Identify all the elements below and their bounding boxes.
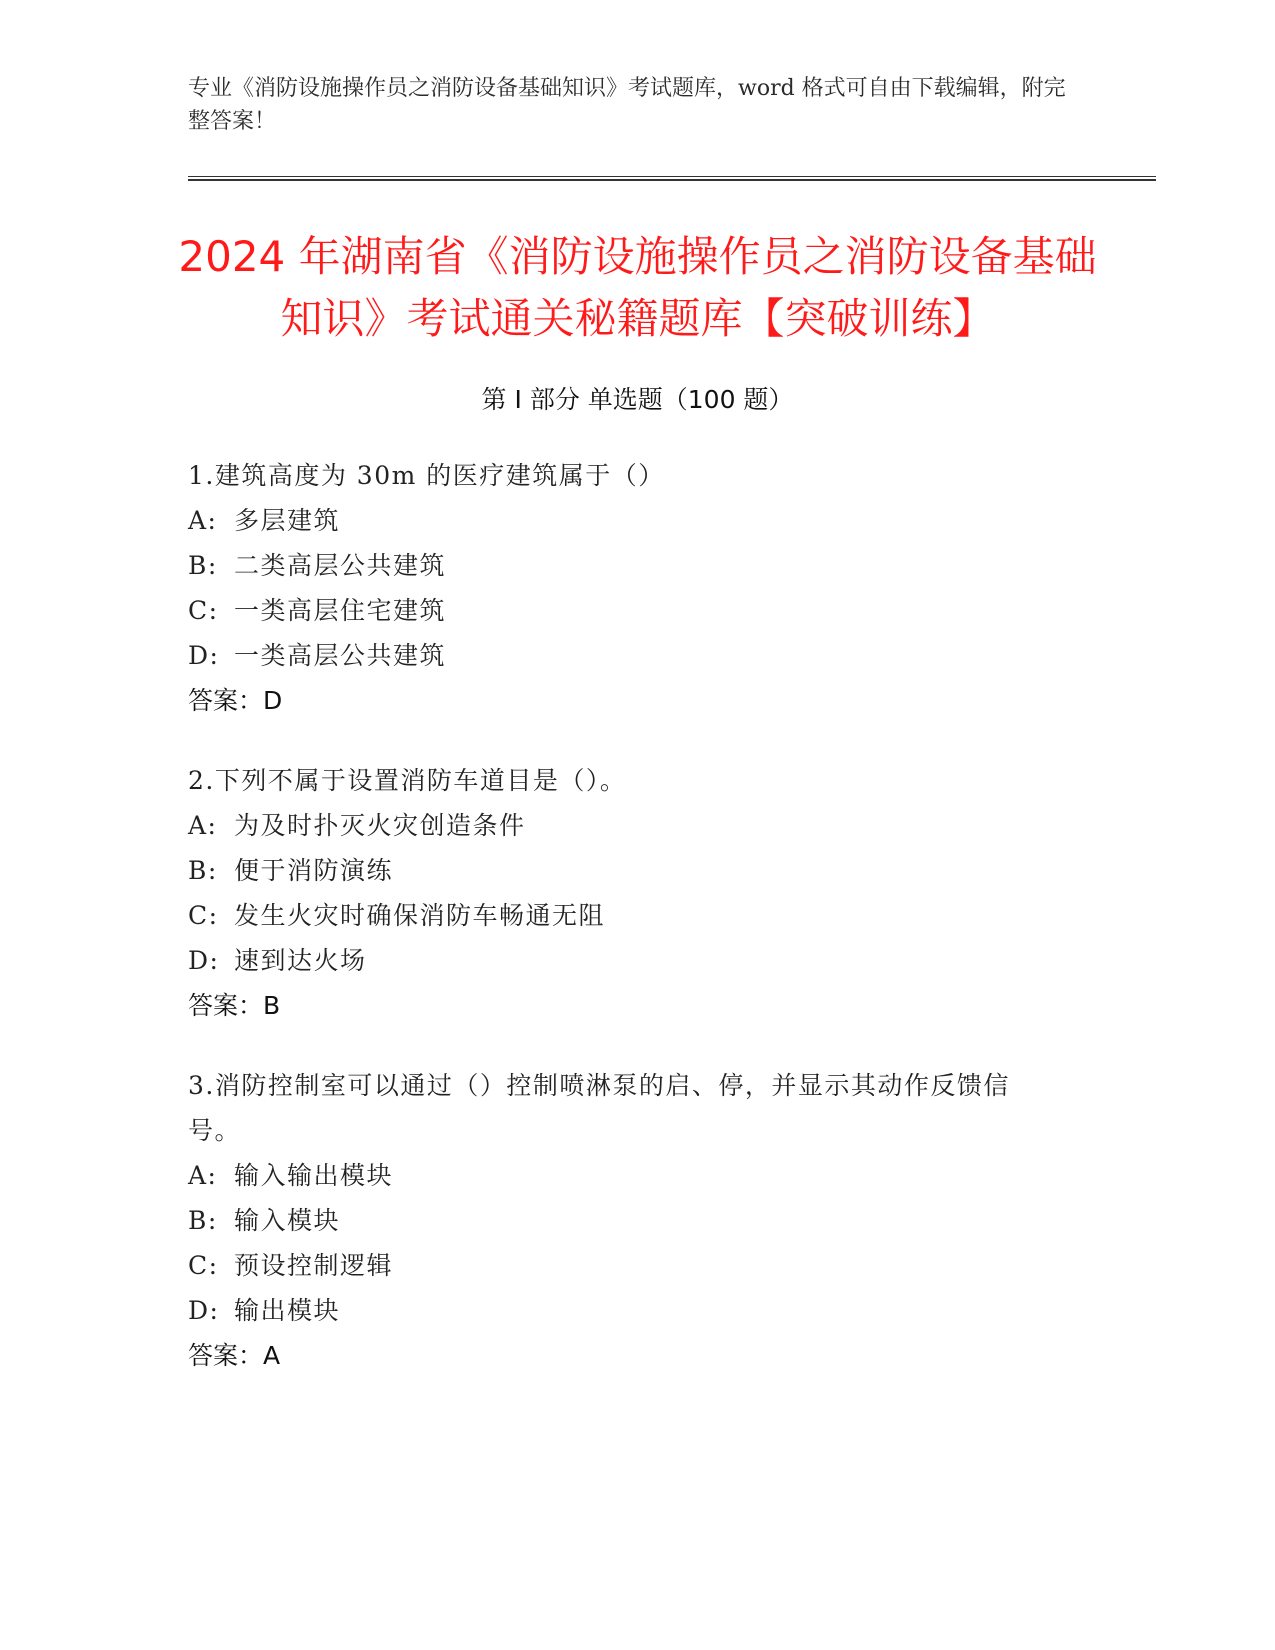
option-d (188, 633, 1068, 678)
option-letter: C: (188, 901, 219, 930)
option-d (188, 1288, 1048, 1333)
answer: 答案：A (188, 1341, 281, 1370)
option-c (188, 893, 1068, 938)
option-a (188, 498, 1068, 543)
section-heading: 第 I 部分 单选题（100 题） (481, 385, 794, 414)
option-text: 为及时扑灭火灾创造条件 (234, 811, 526, 840)
option-text: 便于消防演练 (234, 856, 394, 885)
option-b (188, 1198, 1048, 1243)
question-stem: 2.下列不属于设置消防车道目是（）。 (188, 766, 627, 795)
option-text: 输出模块 (234, 1296, 341, 1325)
option-text: 一类高层公共建筑 (234, 641, 447, 670)
document-title: 2024 年湖南省《消防设施操作员之消防设备基础知识》考试通关秘籍题库【突破训练】 (178, 232, 1097, 343)
question-stem: 3.消防控制室可以通过（）控制喷淋泵的启、停，并显示其动作反馈信号。 (188, 1071, 1010, 1145)
option-d (188, 938, 1068, 983)
option-b (188, 848, 1068, 893)
option-letter: D: (188, 946, 220, 975)
option-text: 发生火灾时确保消防车畅通无阻 (234, 901, 606, 930)
question-2 (188, 758, 1068, 1028)
option-letter: C: (188, 1251, 219, 1280)
option-letter: D: (188, 1296, 220, 1325)
answer: 答案：D (188, 686, 283, 715)
option-text: 输入输出模块 (234, 1161, 394, 1190)
option-letter: D: (188, 641, 220, 670)
question-3 (188, 1063, 1048, 1378)
option-letter: A: (188, 506, 218, 535)
header-note: 专业《消防设施操作员之消防设备基础知识》考试题库，word 格式可自由下载编辑，附完整答案！ (188, 76, 1066, 134)
option-text: 速到达火场 (234, 946, 367, 975)
option-letter: C: (188, 596, 219, 625)
option-text: 预设控制逻辑 (234, 1251, 394, 1280)
option-letter: B: (188, 551, 218, 580)
option-a (188, 803, 1068, 848)
header-divider (188, 176, 1156, 181)
question-1 (188, 453, 1068, 723)
answer: 答案：B (188, 991, 281, 1020)
option-letter: A: (188, 811, 218, 840)
option-letter: B: (188, 856, 218, 885)
option-c (188, 588, 1068, 633)
option-letter: A: (188, 1161, 218, 1190)
option-text: 一类高层住宅建筑 (234, 596, 447, 625)
option-text: 输入模块 (234, 1206, 341, 1235)
option-letter: B: (188, 1206, 218, 1235)
option-c (188, 1243, 1048, 1288)
question-stem: 1.建筑高度为 30m 的医疗建筑属于（） (188, 461, 665, 490)
option-b (188, 543, 1068, 588)
option-text: 多层建筑 (234, 506, 341, 535)
option-a (188, 1153, 1048, 1198)
option-text: 二类高层公共建筑 (234, 551, 447, 580)
